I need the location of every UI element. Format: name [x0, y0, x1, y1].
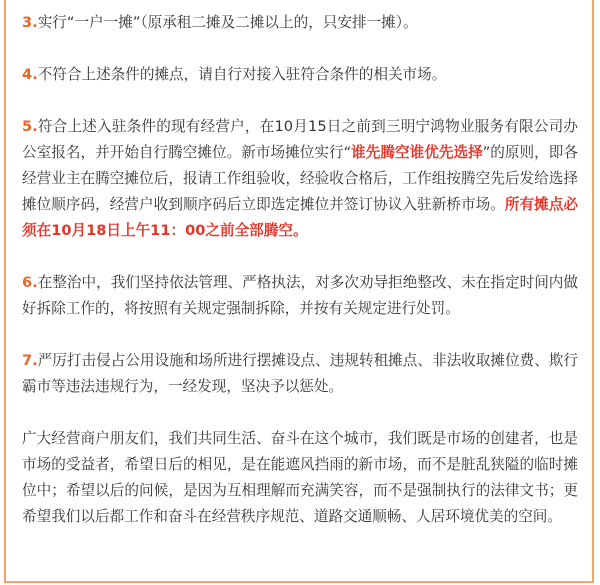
item-4 [22, 62, 578, 88]
item-3 [22, 10, 578, 36]
item-6 [22, 270, 578, 322]
item-text: 在整治中，我们坚持依法管理、严格执法，对多次劝导拒绝整改、未在指定时间内做好拆除工作的，将按照有关规定强制拆除，并按有关规定进行处罚。 [22, 274, 578, 317]
highlight-principle: 谁先腾空谁优先选择 [351, 144, 483, 161]
item-5 [22, 114, 578, 244]
item-text: 实行“一户一摊”（原承租二摊及二摊以上的，只安排一摊）。 [37, 14, 418, 31]
item-number: 4. [22, 66, 38, 83]
item-number: 7. [22, 352, 38, 369]
item-text: 不符合上述条件的摊点，请自行对接入驻符合条件的相关市场。 [37, 66, 447, 83]
item-number: 3. [22, 14, 38, 31]
highlight-deadline: 所有摊点必须在10月18日上午11：00之前全部腾空。 [22, 196, 578, 239]
closing-paragraph: 广大经营商户朋友们，我们共同生活、奋斗在这个城市，我们既是市场的创建者，也是市场的受益者，希望日后的相见，是在能遮风挡雨的新市场，而不是脏乱狭隘的临时摊位中；希望以后的问候，是因为互相理解而充满笑容，而不是强制执行的法律文书；更希望我们以后都工作和奋斗在经营秩序规范、道路交通顺畅、人居环境优美的空间。 [22, 430, 578, 525]
item-text: 符合上述入驻条件的现有经营户，在10月15日之前到三明宁鸿物业服务有限公司办公室报名，并开始自行腾空摊位。新市场摊位实行“ [22, 118, 578, 161]
article-body [22, 10, 578, 556]
item-text: 严厉打击侵占公用设施和场所进行摆摊设点、违规转租摊点、非法收取摊位费、欺行霸市等违法违规行为，一经发现，坚决予以惩处。 [22, 352, 578, 395]
item-text-cont: ”的原则，即各经营业主在腾空摊位后，报请工作组验收，经验收合格后，工作组按腾空先后发给选择摊位顺序码，经营户收到顺序码后立即选定摊位并签订协议入驻新桥市场。 [22, 144, 578, 213]
item-number: 5. [22, 118, 38, 135]
item-7 [22, 348, 578, 400]
item-number: 6. [22, 274, 38, 291]
